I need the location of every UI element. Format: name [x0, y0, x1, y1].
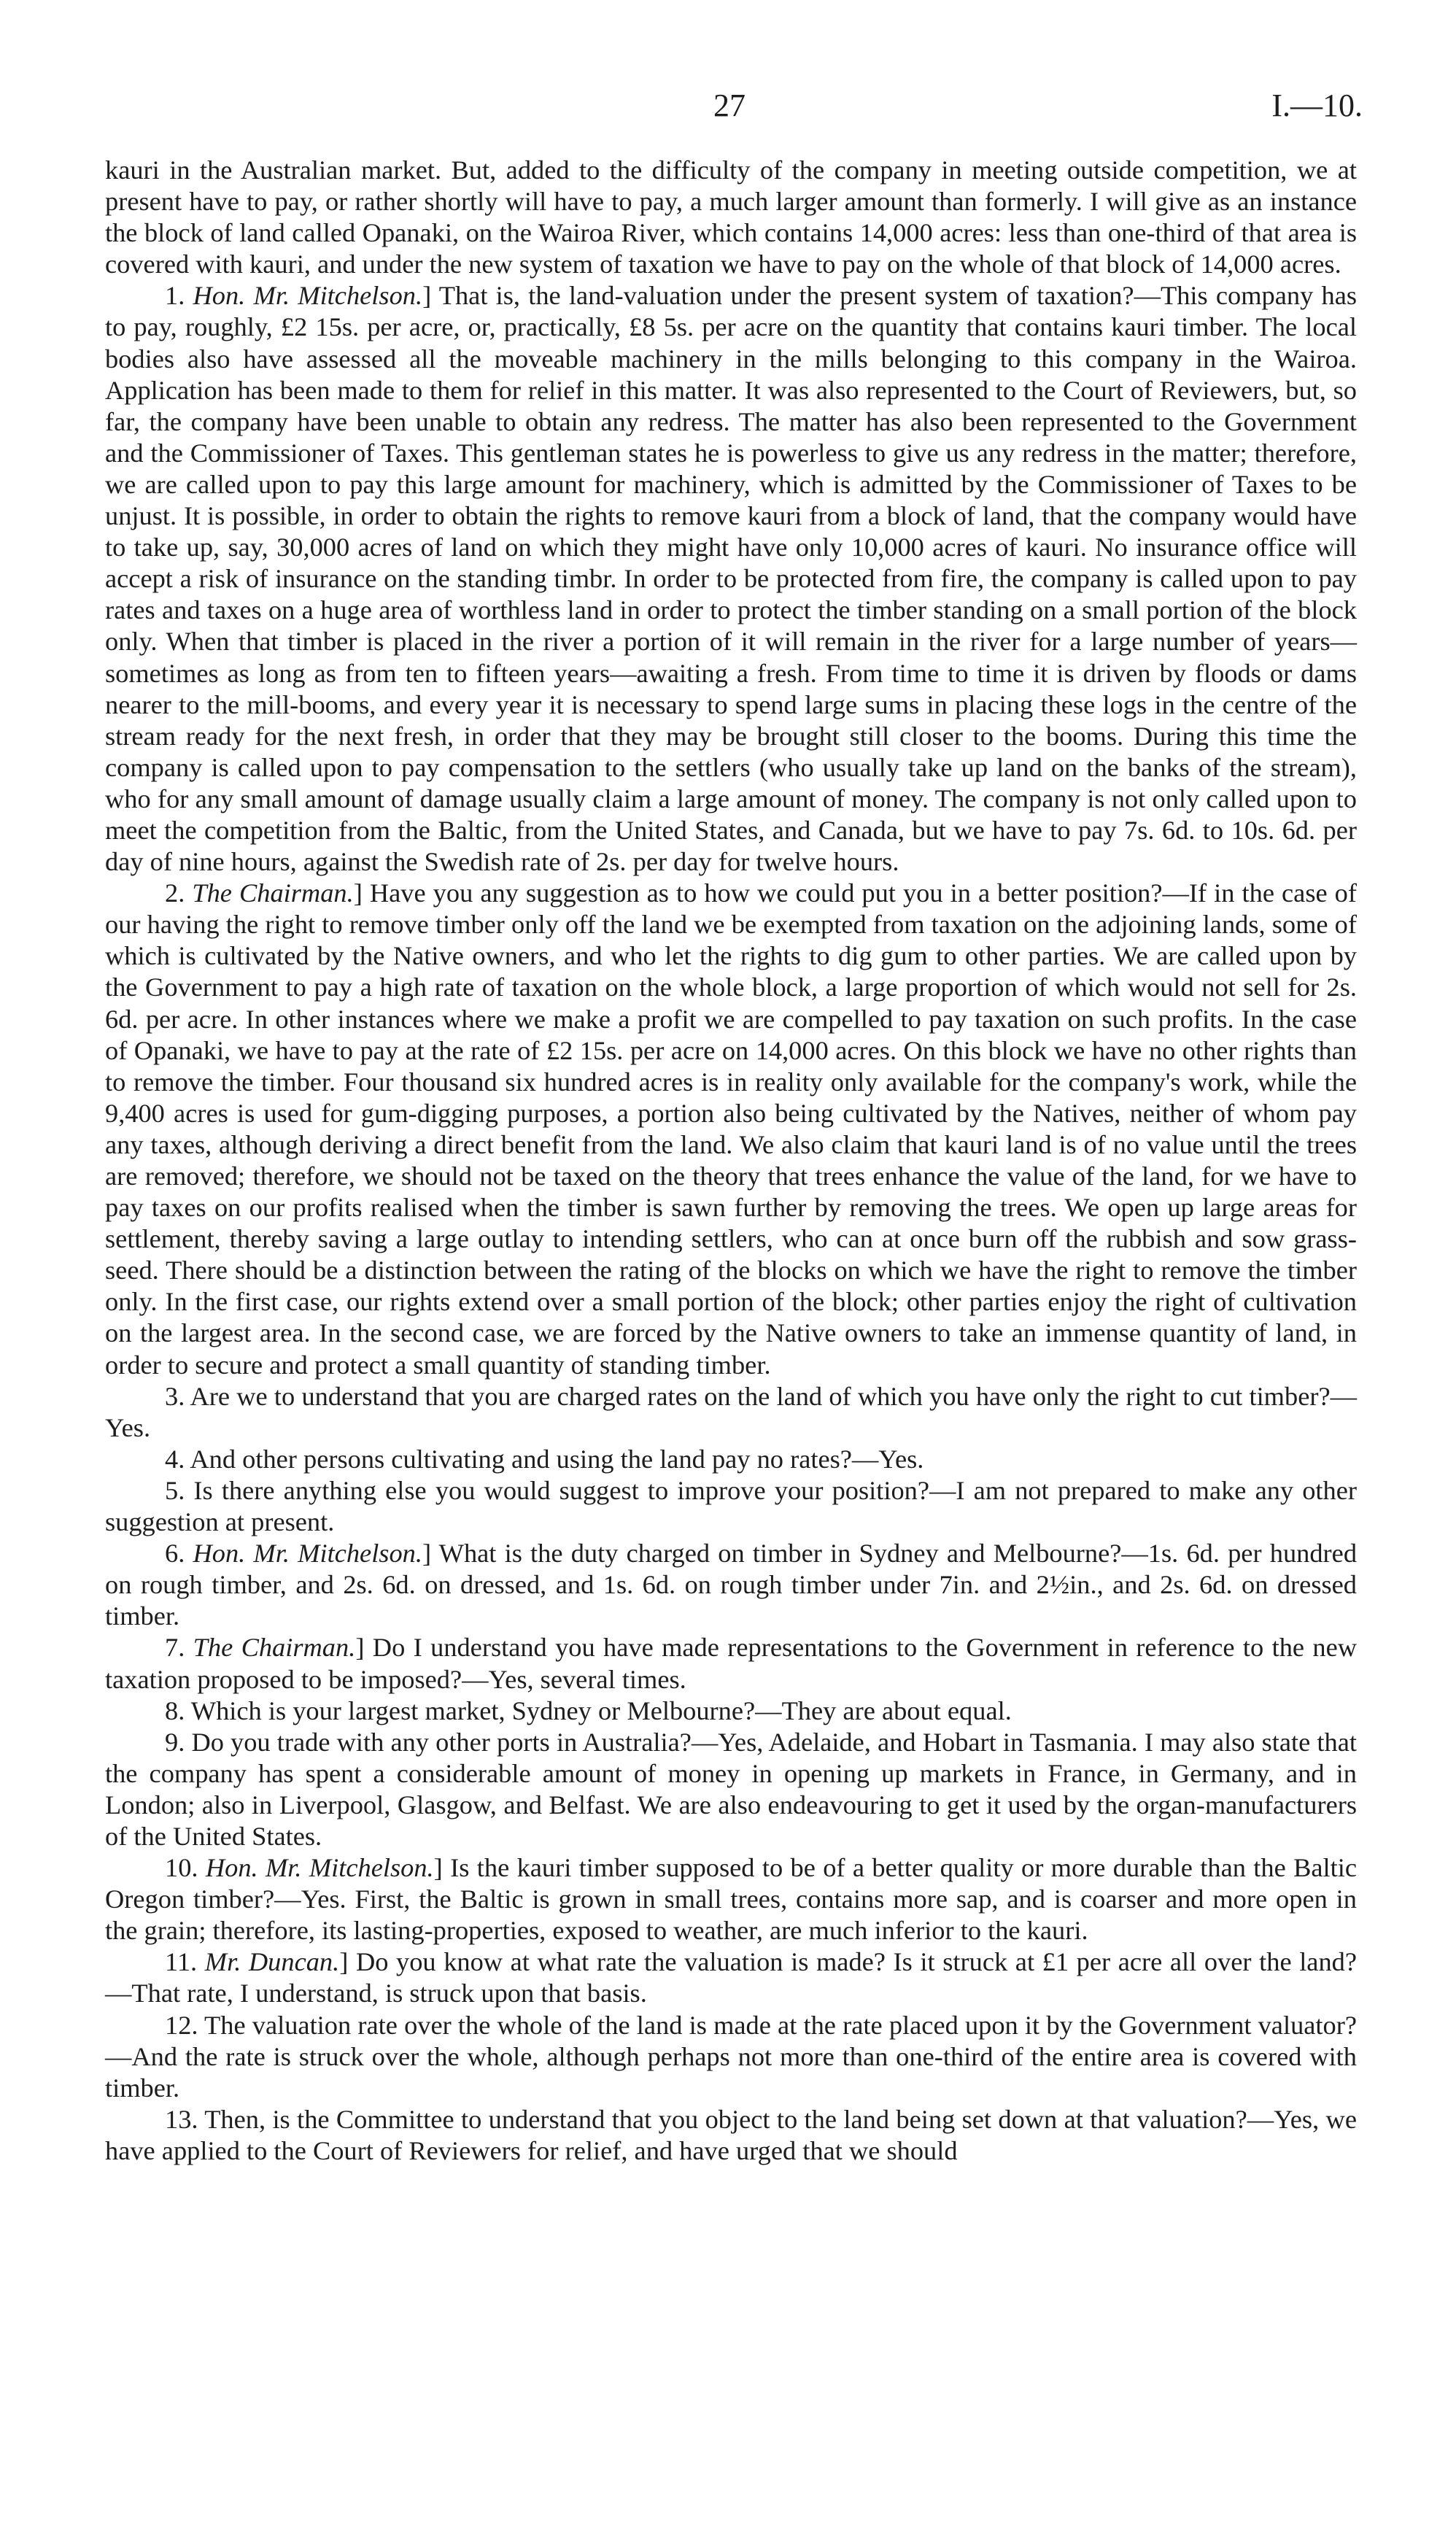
question-text: And other persons cultivating and using the land pay no rates?—Yes. [190, 1444, 924, 1474]
question-number: 8. [165, 1695, 191, 1725]
question-text: ] What is the duty charged on timber in Sydney and Melbourne?—1s. 6d. per hundred on rough timber, and 2s. 6d. on dressed, and 1s. 6d. on rough timber under 7in. and 2½in., and 2s. 6d. on dressed timber. [105, 1539, 1358, 1631]
speaker-name: The Chairman. [193, 1633, 356, 1663]
speaker-name: Hon. Mr. Mitchelson. [193, 281, 423, 311]
question-6 [105, 1538, 1357, 1632]
question-text: Then, is the Committee to understand that you object to the land being set down at that valuation?—Yes, we have applied to the Court of Reviewers for relief, and have urged that we should [105, 2104, 1357, 2165]
question-2 [105, 878, 1357, 1381]
question-text: ] Have you any suggestion as to how we could put you in a better position?—If in the case of our having the right to remove timber only off the land we be exempted from taxation on the adjoining lands, some of which is cultivated by the Native owners, and who let the rights to dig gum to other parties. We are called upon by the Government to pay a high rate of taxation on the whole block, a large proportion of which would not sell for 2s. 6d. per acre. In other instances where we make a profit we are compelled to pay taxation on such profits. In the case of Opanaki, we have to pay at the rate of £2 15s. per acre on 14,000 acres. On this block we have no other rights than to remove the timber. Four thousand six hundred acres is in reality only available for the company's work, while the 9,400 acres is used for gum-digging purposes, a portion also being cultivated by the Natives, neither of whom pay any taxes, although deriving a direct benefit from the land. We also claim that kauri land is of no value until the trees are removed; therefore, we should not be taxed on the theory that trees enhance the value of the land, for we have to pay taxes on our profits realised when the timber is sawn further by removing the trees. We open up large areas for settlement, thereby saving a large outlay to intending settlers, who can at once burn off the rubbish and sow grass-seed. There should be a distinction between the rating of the blocks on which we have the right to remove the timber only. In the first case, our rights extend over a small portion of the block; other parties enjoy the right of cultivation on the largest area. In the second case, we are forced by the Native owners to take an immense quantity of land, in order to secure and protect a small quantity of standing timber. [105, 878, 1357, 1380]
question-number: 12. [165, 2010, 205, 2040]
speaker-name: Mr. Duncan. [204, 1947, 340, 1977]
speaker-name: Hon. Mr. Mitchelson. [193, 1539, 422, 1569]
question-text: ] Do I understand you have made representations to the Government in reference to the new taxation proposed to be imposed?—Yes, several times. [105, 1633, 1358, 1694]
question-number: 1. [165, 281, 193, 311]
paragraph-0 [105, 155, 1357, 280]
question-number: 7. [165, 1633, 193, 1663]
question-text: Are we to understand that you are charged rates on the land of which you have only the right to cut timber?—Yes. [105, 1381, 1358, 1442]
document-reference: I.—10. [1271, 88, 1363, 123]
question-text: ] That is, the land-valuation under the present system of taxation?—This company has to pay, roughly, £2 15s. per acre, or, practically, £8 5s. per acre on the quantity that contains kauri timber. The local bodies also have assessed all the moveable machinery in the mills belonging to this company in the Wairoa. Application has been made to them for relief in this matter. It was also represented to the Court of Reviewers, but, so far, the company have been unable to obtain any redress. The matter has also been represented to the Government and the Commissioner of Taxes. This gentleman states he is powerless to give us any redress in the matter; therefore, we are called upon to pay this large amount for machinery, which is admitted by the Commissioner of Taxes to be unjust. It is possible, in order to obtain the rights to remove kauri from a block of land, that the company would have to take up, say, 30,000 acres of land on which they might have only 10,000 acres of kauri. No insurance office will accept a risk of insurance on the standing timbr. In order to be protected from fire, the company is called upon to pay rates and taxes on a huge area of worthless land in order to protect the timber standing on a small portion of the block only. When that timber is placed in the river a portion of it will remain in the river for a large number of years—sometimes as long as from ten to fifteen years—awaiting a fresh. From time to time it is driven by floods or dams nearer to the mill-booms, and every year it is necessary to spend large sums in placing these logs in the centre of the stream ready for the next fresh, in order that they may be brought still closer to the booms. During this time the company is called upon to pay compensation to the settlers (who usually take up land on the banks of the stream), who for any small amount of damage usually claim a large amount of money. The company is not only called upon to meet the competition from the Baltic, from the United States, and Canada, but we have to pay 7s. 6d. to 10s. 6d. per day of nine hours, against the Swedish rate of 2s. per day for twelve hours. [105, 281, 1358, 877]
question-3 [105, 1381, 1357, 1444]
question-number: 5. [165, 1475, 194, 1505]
question-number: 6. [165, 1539, 193, 1569]
paragraph-text: kauri in the Australian market. But, added to the difficulty of the company in meeting outside competition, we at present have to pay, or rather shortly will have to pay, a much larger amount than formerly. I will give as an instance the block of land called Opanaki, on the Wairoa River, which contains 14,000 acres: less than one-third of that area is covered with kauri, and under the new system of taxation we have to pay on the whole of that block of 14,000 acres. [105, 155, 1357, 279]
question-number: 13. [165, 2104, 205, 2134]
question-number: 4. [165, 1444, 190, 1474]
page-header [0, 88, 1456, 131]
page-number: 27 [713, 88, 746, 123]
question-4 [105, 1444, 1357, 1475]
question-text: Is there anything else you would suggest to improve your position?—I am not prepared to make any other suggestion at present. [105, 1475, 1357, 1537]
question-5 [105, 1475, 1357, 1538]
speaker-name: Hon. Mr. Mitchelson. [205, 1853, 434, 1883]
question-number: 11. [165, 1947, 205, 1977]
question-text: ] Is the kauri timber supposed to be of a better quality or more durable than the Baltic Oregon timber?—Yes. First, the Baltic is grown in small trees, contains more sap, and is coarser and more open in the grain; therefore, its lasting-properties, exposed to weather, are much inferior to the kauri. [105, 1853, 1357, 1946]
question-number: 10. [165, 1853, 206, 1883]
question-text: Do you trade with any other ports in Australia?—Yes, Adelaide, and Hobart in Tasmania. I may also state that the company has spent a considerable amount of money in opening up markets in France, in Germany, and in London; also in Liverpool, Glasgow, and Belfast. We are also endeavouring to get it used by the organ-manufacturers of the United States. [105, 1727, 1358, 1851]
question-number: 2. [165, 878, 193, 908]
question-8 [105, 1695, 1357, 1727]
speaker-name: The Chairman. [192, 878, 354, 908]
question-number: 3. [165, 1381, 190, 1411]
question-10 [105, 1852, 1357, 1946]
question-9 [105, 1727, 1357, 1852]
question-11 [105, 1946, 1357, 2009]
body-text [105, 155, 1357, 2167]
question-text: The valuation rate over the whole of the land is made at the rate placed upon it by the Government valuator?—And the rate is struck over the whole, although perhaps not more than one-third of the entire area is covered with timber. [105, 2010, 1357, 2103]
question-13 [105, 2104, 1357, 2167]
question-12 [105, 2010, 1357, 2104]
question-text: ] Do you know at what rate the valuation is made? Is it struck at £1 per acre all over the land?—That rate, I understand, is struck upon that basis. [105, 1947, 1358, 2008]
question-1 [105, 280, 1357, 878]
question-number: 9. [165, 1727, 192, 1757]
question-text: Which is your largest market, Sydney or Melbourne?—They are about equal. [190, 1695, 1012, 1725]
question-7 [105, 1632, 1357, 1695]
